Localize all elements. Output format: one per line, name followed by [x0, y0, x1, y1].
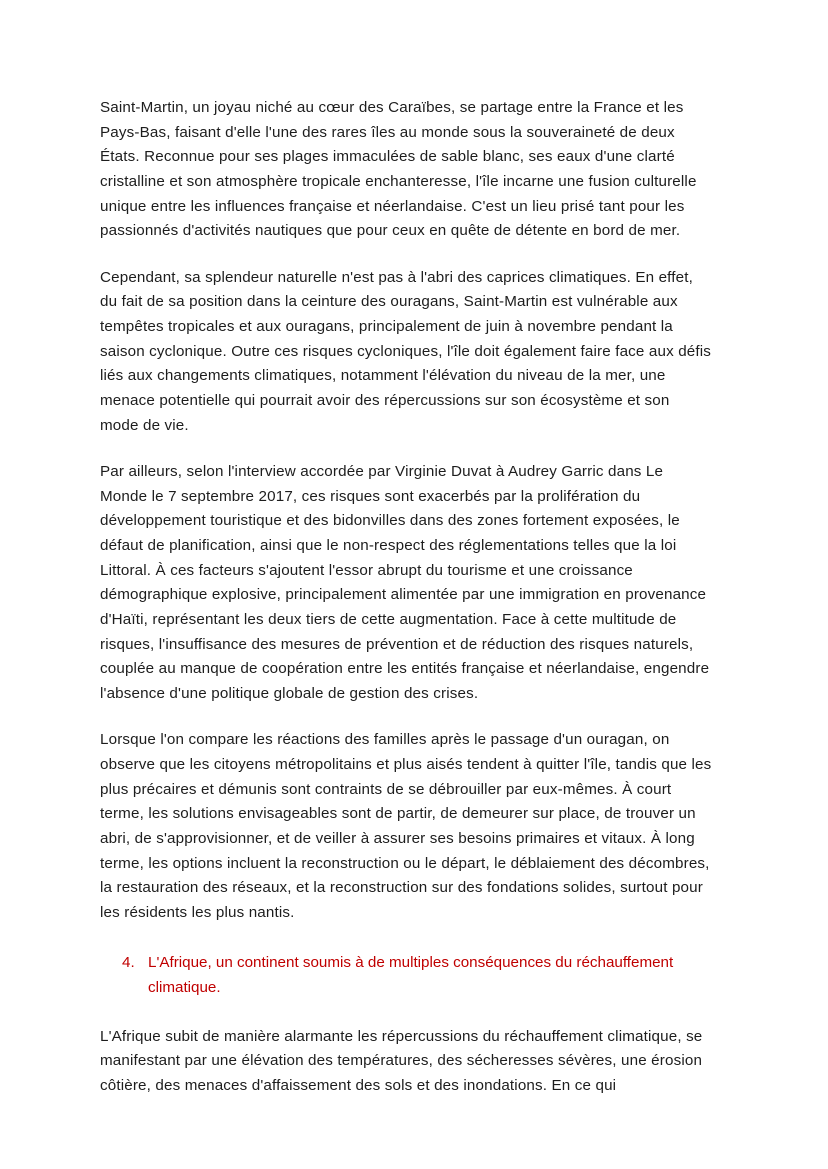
- section-heading-label: L'Afrique, un continent soumis à de multiples conséquences du réchauffement climatique.: [148, 954, 674, 996]
- paragraph-africa-impacts: L'Afrique subit de manière alarmante les répercussions du réchauffement climatique, se manifestant par une élévation des températures, des sécheresses sévères, une érosion côtière, des menaces d'affaissement des sols et des inondations. En ce qui: [100, 1027, 703, 1094]
- paragraph-climate-vulnerability: Cependant, sa splendeur naturelle n'est pas à l'abri des caprices climatiques. En effet, du fait de sa position dans la ceinture des ouragans, Saint-Martin est vulnérable aux tempêtes tropicales et aux ouragans, principalement de juin à novembre pendant la saison cyclonique. Outre ces risques cycloniques, l'île doit également faire face aux défis liés aux changements climatiques, notamment l'élévation du niveau de la mer, une menace potentielle qui pourrait avoir des répercussions sur son écosystème et son mode de vie.: [100, 268, 712, 434]
- document-body: [100, 96, 712, 1099]
- section-heading-4: [100, 951, 712, 1000]
- section-heading-number: 4.: [122, 954, 135, 972]
- paragraph-family-reactions: Lorsque l'on compare les réactions des familles après le passage d'un ouragan, on observe que les citoyens métropolitains et plus aisés tendent à quitter l'île, tandis que les plus précaires et démunis sont contraints de se débrouiller par eux-mêmes. À court terme, les solutions envisageables sont de partir, de demeurer sur place, de trouver un abri, de s'approvisionner, et de veiller à assurer ses besoins primaires et vitaux. À long terme, les options incluent la reconstruction ou le départ, le déblaiement des décombres, la restauration des réseaux, et la reconstruction sur des fondations solides, surtout pour les résidents les plus nantis.: [100, 731, 712, 921]
- paragraph-intro-saint-martin: Saint-Martin, un joyau niché au cœur des Caraïbes, se partage entre la France et les Pays-Bas, faisant d'elle l'une des rares îles au monde sous la souveraineté de deux États. Reconnue pour ses plages immaculées de sable blanc, ses eaux d'une clarté cristalline et son atmosphère tropicale enchanteresse, l'île incarne une fusion culturelle unique entre les influences française et néerlandaise. C'est un lieu prisé tant pour les passionnés d'activités nautiques que pour ceux en quête de détente en bord de mer.: [100, 99, 697, 240]
- paragraph-interview-duvat: Par ailleurs, selon l'interview accordée par Virginie Duvat à Audrey Garric dans Le Monde le 7 septembre 2017, ces risques sont exacerbés par la prolifération du développement touristique et des bidonvilles dans des zones fortement exposées, le défaut de planification, ainsi que le non-respect des réglementations telles que la loi Littoral. À ces facteurs s'ajoutent l'essor abrupt du tourisme et une croissance démographique explosive, principalement alimentée par une immigration en provenance d'Haïti, représentant les deux tiers de cette augmentation. Face à cette multitude de risques, l'insuffisance des mesures de prévention et de réduction des risques naturels, couplée au manque de coopération entre les entités française et néerlandaise, engendre l'absence d'une politique globale de gestion des crises.: [100, 463, 710, 702]
